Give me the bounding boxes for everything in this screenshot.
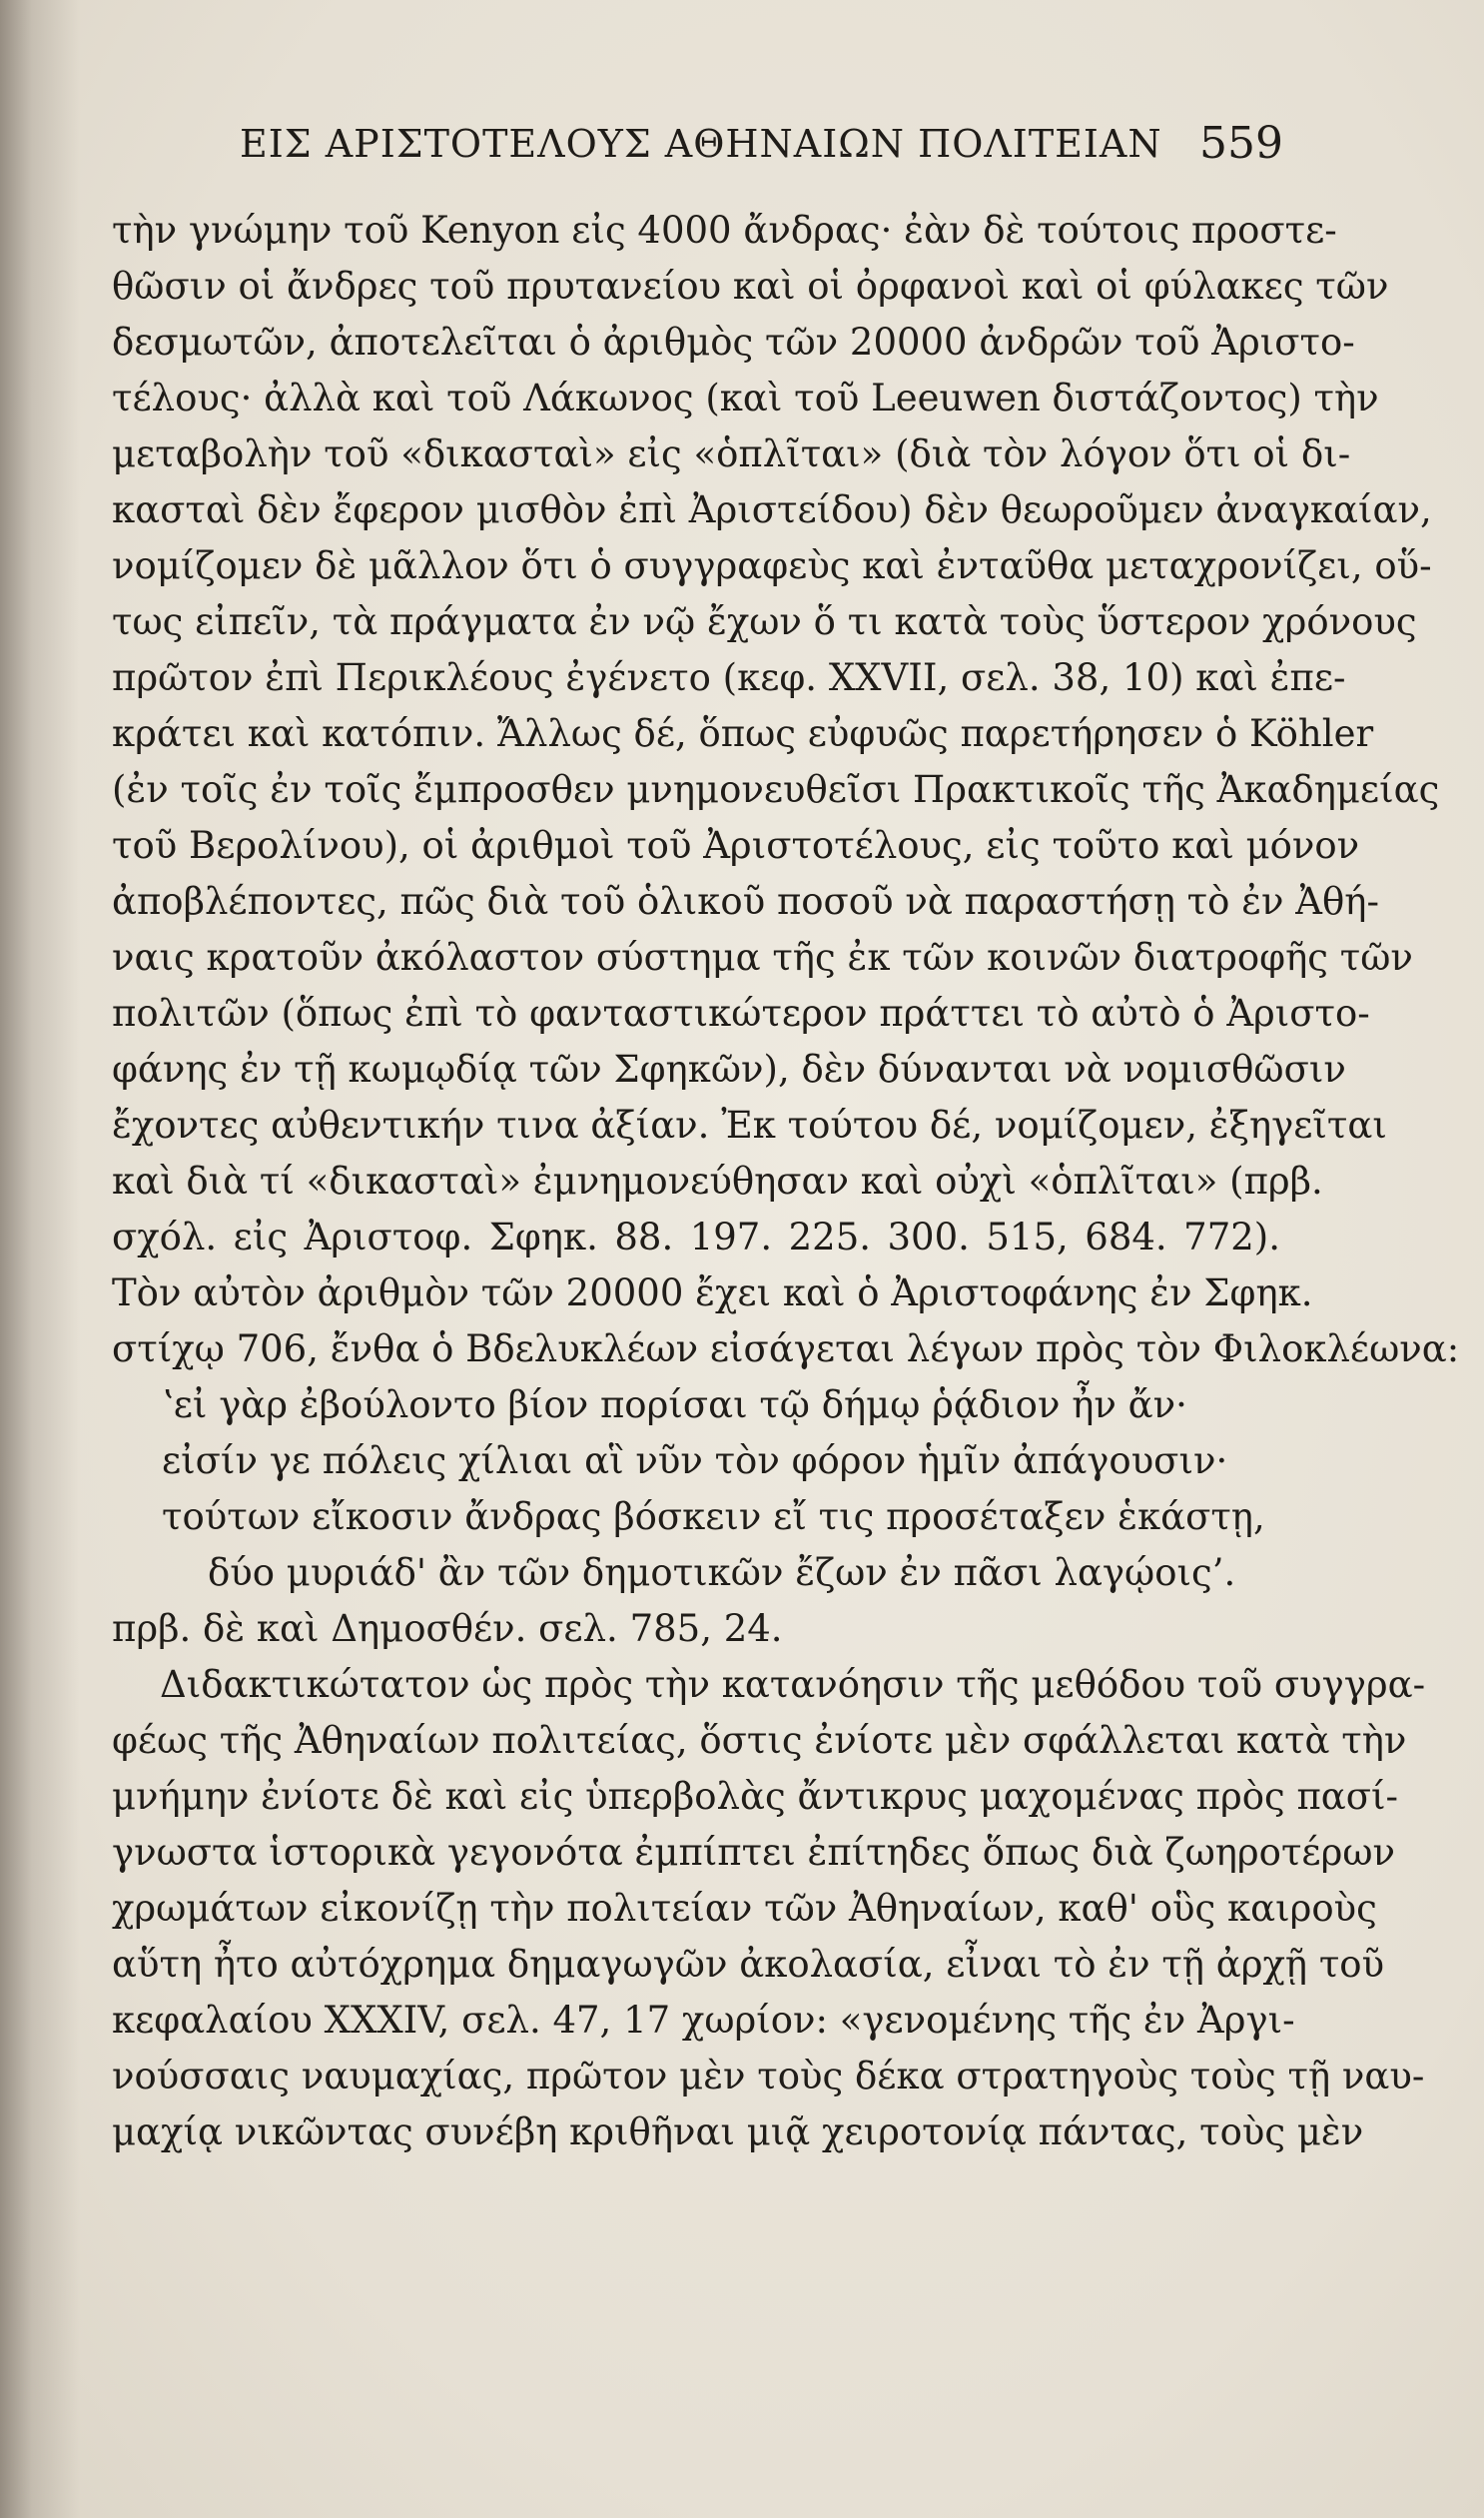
text-line: στίχῳ 706, ἔνθα ὁ Βδελυκλέων εἰσάγεται λέγων πρὸς τὸν Φιλοκλέωνα: [112,1327,1460,1370]
text-line: ναις κρατοῦν ἀκόλαστον σύστημα τῆς ἐκ τῶν κοινῶν διατροφῆς τῶν [112,936,1413,979]
text-line: μνήμην ἐνίοτε δὲ καὶ εἰς ὑπερβολὰς ἄντικρυς μαχομένας πρὸς πασί- [112,1775,1399,1818]
body-text [112,203,1460,2160]
text-line: Διδακτικώτατον ὡς πρὸς τὴν κατανόησιν τῆς μεθόδου τοῦ συγγρα- [160,1663,1426,1706]
text-line: χρωμάτων εἰκονίζῃ τὴν πολιτείαν τῶν Ἀθηναίων, καθ' οὓς καιροὺς [112,1887,1377,1930]
verse-line: τούτων εἴκοσιν ἄνδρας βόσκειν εἴ τις προσέταξεν ἑκάστῃ, [162,1495,1265,1538]
text-line: πολιτῶν (ὅπως ἐπὶ τὸ φανταστικώτερον πράττει τὸ αὐτὸ ὁ Ἀριστο- [112,992,1370,1035]
text-line: κεφαλαίου XXXIV, σελ. 47, 17 χωρίον: «γενομένης τῆς ἐν Ἀργι- [112,1999,1295,2042]
text-line: φέως τῆς Ἀθηναίων πολιτείας, ὅστις ἐνίοτε μὲν σφάλλεται κατὰ τὴν [112,1719,1407,1762]
page-number: 559 [1199,118,1283,169]
text-line: τως εἰπεῖν, τὰ πράγματα ἐν νῷ ἔχων ὅ τι κατὰ τοὺς ὕστερον χρόνους [112,600,1417,643]
spine-shadow [0,0,80,2518]
text-line: ἔχοντες αὐθεντικήν τινα ἀξίαν. Ἐκ τούτου δέ, νομίζομεν, ἐξηγεῖται [112,1104,1387,1147]
text-line: νούσσαις ναυμαχίας, πρῶτον μὲν τοὺς δέκα στρατηγοὺς τοὺς τῇ ναυ- [112,2055,1425,2098]
text-line: κασταὶ δὲν ἔφερον μισθὸν ἐπὶ Ἀριστείδου) δὲν θεωροῦμεν ἀναγκαίαν, [112,488,1432,531]
running-title: ΕΙΣ ΑΡΙΣΤΟΤΕΛΟΥΣ ΑΘΗΝΑΙΩΝ ΠΟΛΙΤΕΙΑΝ [240,122,1162,166]
verse-line: δύο μυριάδ' ἂν τῶν δημοτικῶν ἔζων ἐν πᾶσι λαγῴοις’. [208,1551,1236,1594]
text-line: τὴν γνώμην τοῦ Kenyon εἰς 4000 ἄνδρας· ἐὰν δὲ τούτοις προστε- [112,209,1337,252]
verse-line: εἰσίν γε πόλεις χίλιαι αἳ νῦν τὸν φόρον ἡμῖν ἀπάγουσιν· [162,1439,1228,1482]
text-line: καὶ διὰ τί «δικασταὶ» ἐμνημονεύθησαν καὶ οὐχὶ «ὁπλῖται» (πρβ. [112,1160,1323,1203]
text-line: αὕτη ἦτο αὐτόχρημα δημαγωγῶν ἀκολασία, εἶναι τὸ ἐν τῇ ἀρχῇ τοῦ [112,1943,1385,1986]
text-line: σχόλ. εἰς Ἀριστοφ. Σφηκ. 88. 197. 225. 300. 515, 684. 772). [112,1216,1280,1259]
text-line: ἀποβλέποντες, πῶς διὰ τοῦ ὁλικοῦ ποσοῦ νὰ παραστήσῃ τὸ ἐν Ἀθή- [112,880,1379,923]
text-line: Τὸν αὐτὸν ἀριθμὸν τῶν 20000 ἔχει καὶ ὁ Ἀριστοφάνης ἐν Σφηκ. [112,1271,1313,1314]
text-line: φάνης ἐν τῇ κωμῳδίᾳ τῶν Σφηκῶν), δὲν δύνανται νὰ νομισθῶσιν [112,1048,1346,1091]
text-line: κράτει καὶ κατόπιν. Ἄλλως δέ, ὅπως εὐφυῶς παρετήρησεν ὁ Köhler [112,712,1374,755]
text-line: πρβ. δὲ καὶ Δημοσθέν. σελ. 785, 24. [112,1607,783,1650]
text-line: μαχίᾳ νικῶντας συνέβη κριθῆναι μιᾷ χειροτονίᾳ πάντας, τοὺς μὲν [112,2110,1364,2153]
text-line: μεταβολὴν τοῦ «δικασταὶ» εἰς «ὁπλῖται» (διὰ τὸν λόγον ὅτι οἱ δι- [112,432,1351,475]
text-line: πρῶτον ἐπὶ Περικλέους ἐγένετο (κεφ. XXVII, σελ. 38, 10) καὶ ἐπε- [112,656,1346,699]
text-line: γνωστα ἱστορικὰ γεγονότα ἐμπίπτει ἐπίτηδες ὅπως διὰ ζωηροτέρων [112,1831,1395,1874]
text-line: δεσμωτῶν, ἀποτελεῖται ὁ ἀριθμὸς τῶν 20000 ἀνδρῶν τοῦ Ἀριστο- [112,321,1355,364]
text-line: θῶσιν οἱ ἄνδρες τοῦ πρυτανείου καὶ οἱ ὀρφανοὶ καὶ οἱ φύλακες τῶν [112,265,1389,308]
text-line: (ἐν τοῖς ἐν τοῖς ἔμπροσθεν μνημονευθεῖσι Πρακτικοῖς τῆς Ἀκαδημείας [112,768,1440,811]
text-line: τοῦ Βερολίνου), οἱ ἀριθμοὶ τοῦ Ἀριστοτέλους, εἰς τοῦτο καὶ μόνον [112,824,1360,867]
text-line: νομίζομεν δὲ μᾶλλον ὅτι ὁ συγγραφεὺς καὶ ἐνταῦθα μεταχρονίζει, οὕ- [112,544,1432,587]
verse-line: ʽεἰ γὰρ ἐβούλοντο βίον πορίσαι τῷ δήμῳ ῥᾴδιον ἦν ἄν· [162,1383,1187,1426]
page-header [240,118,1283,182]
text-line: τέλους· ἀλλὰ καὶ τοῦ Λάκωνος (καὶ τοῦ Leeuwen διστάζοντος) τὴν [112,377,1379,420]
